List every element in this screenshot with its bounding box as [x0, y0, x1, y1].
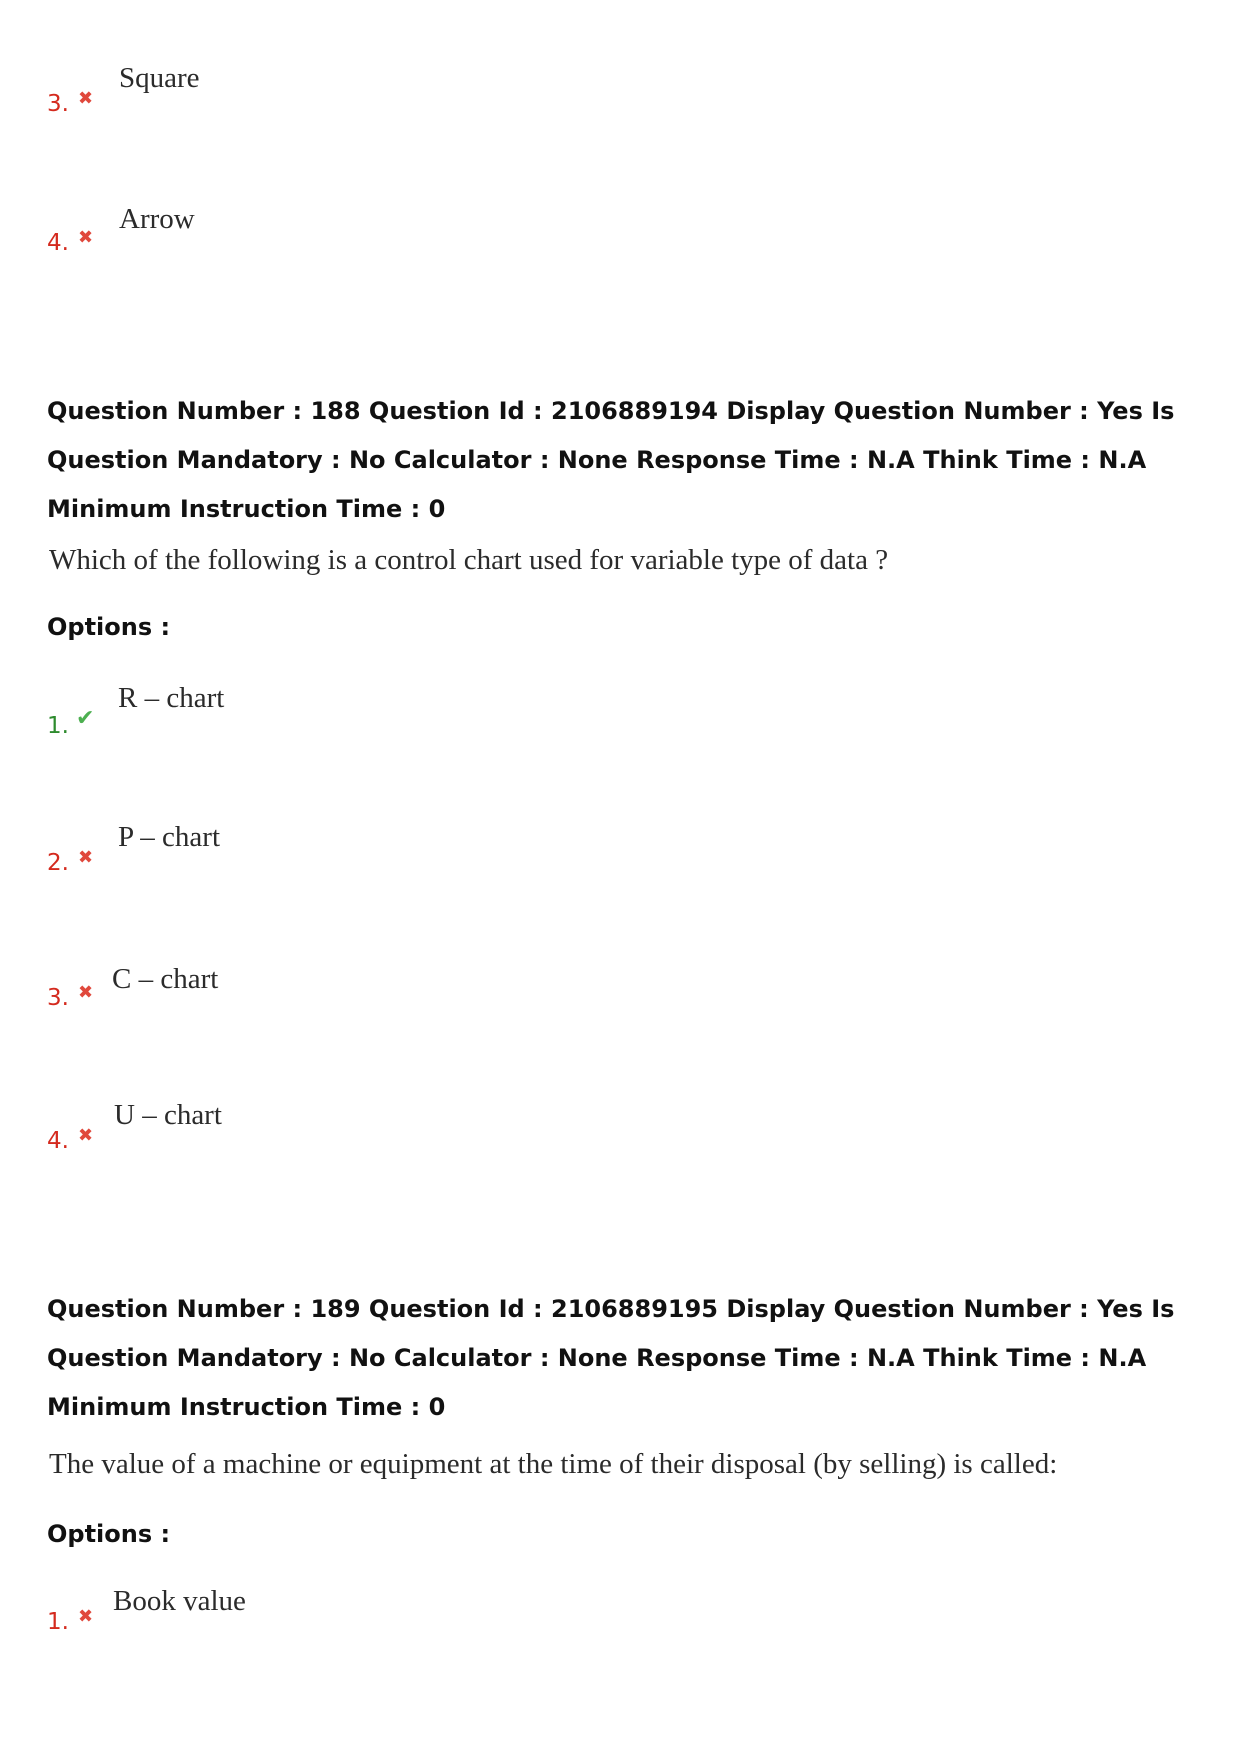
- option-text: R – chart: [118, 682, 225, 714]
- wrong-mark-icon: ✖: [78, 982, 94, 1003]
- option-text: Book value: [113, 1585, 246, 1617]
- question-meta: Question Number : 189 Question Id : 2106889195 Display Question Number : Yes Is Question Mandatory : No Calculator : None Response Time : N.A Think Time : N.A Minimum Instruction Time : 0: [47, 1295, 1175, 1421]
- option-number: 1.: [47, 713, 69, 739]
- question-meta: Question Number : 188 Question Id : 2106889194 Display Question Number : Yes Is Question Mandatory : No Calculator : None Response Time : N.A Think Time : N.A Minimum Instruction Time : 0: [47, 397, 1175, 523]
- wrong-mark-icon: ✖: [78, 227, 94, 248]
- correct-check-icon: ✔: [76, 706, 95, 731]
- question-text: The value of a machine or equipment at the time of their disposal (by selling) is called:: [49, 1448, 1058, 1480]
- options-label: Options :: [47, 613, 171, 641]
- option-text: C – chart: [112, 963, 219, 995]
- option-text: Square: [119, 62, 200, 94]
- wrong-mark-icon: ✖: [78, 88, 94, 109]
- wrong-mark-icon: ✖: [78, 1606, 94, 1627]
- wrong-mark-icon: ✖: [78, 847, 94, 868]
- question-text: Which of the following is a control chart used for variable type of data ?: [49, 544, 889, 576]
- option-text: P – chart: [118, 821, 221, 853]
- options-label: Options :: [47, 1520, 171, 1548]
- option-number: 4.: [47, 1128, 69, 1154]
- option-number: 3.: [47, 91, 69, 117]
- option-number: 1.: [47, 1609, 69, 1635]
- wrong-mark-icon: ✖: [78, 1125, 94, 1146]
- option-text: Arrow: [119, 203, 195, 235]
- option-number: 2.: [47, 850, 69, 876]
- option-number: 3.: [47, 985, 69, 1011]
- option-text: U – chart: [114, 1099, 222, 1131]
- option-number: 4.: [47, 230, 69, 256]
